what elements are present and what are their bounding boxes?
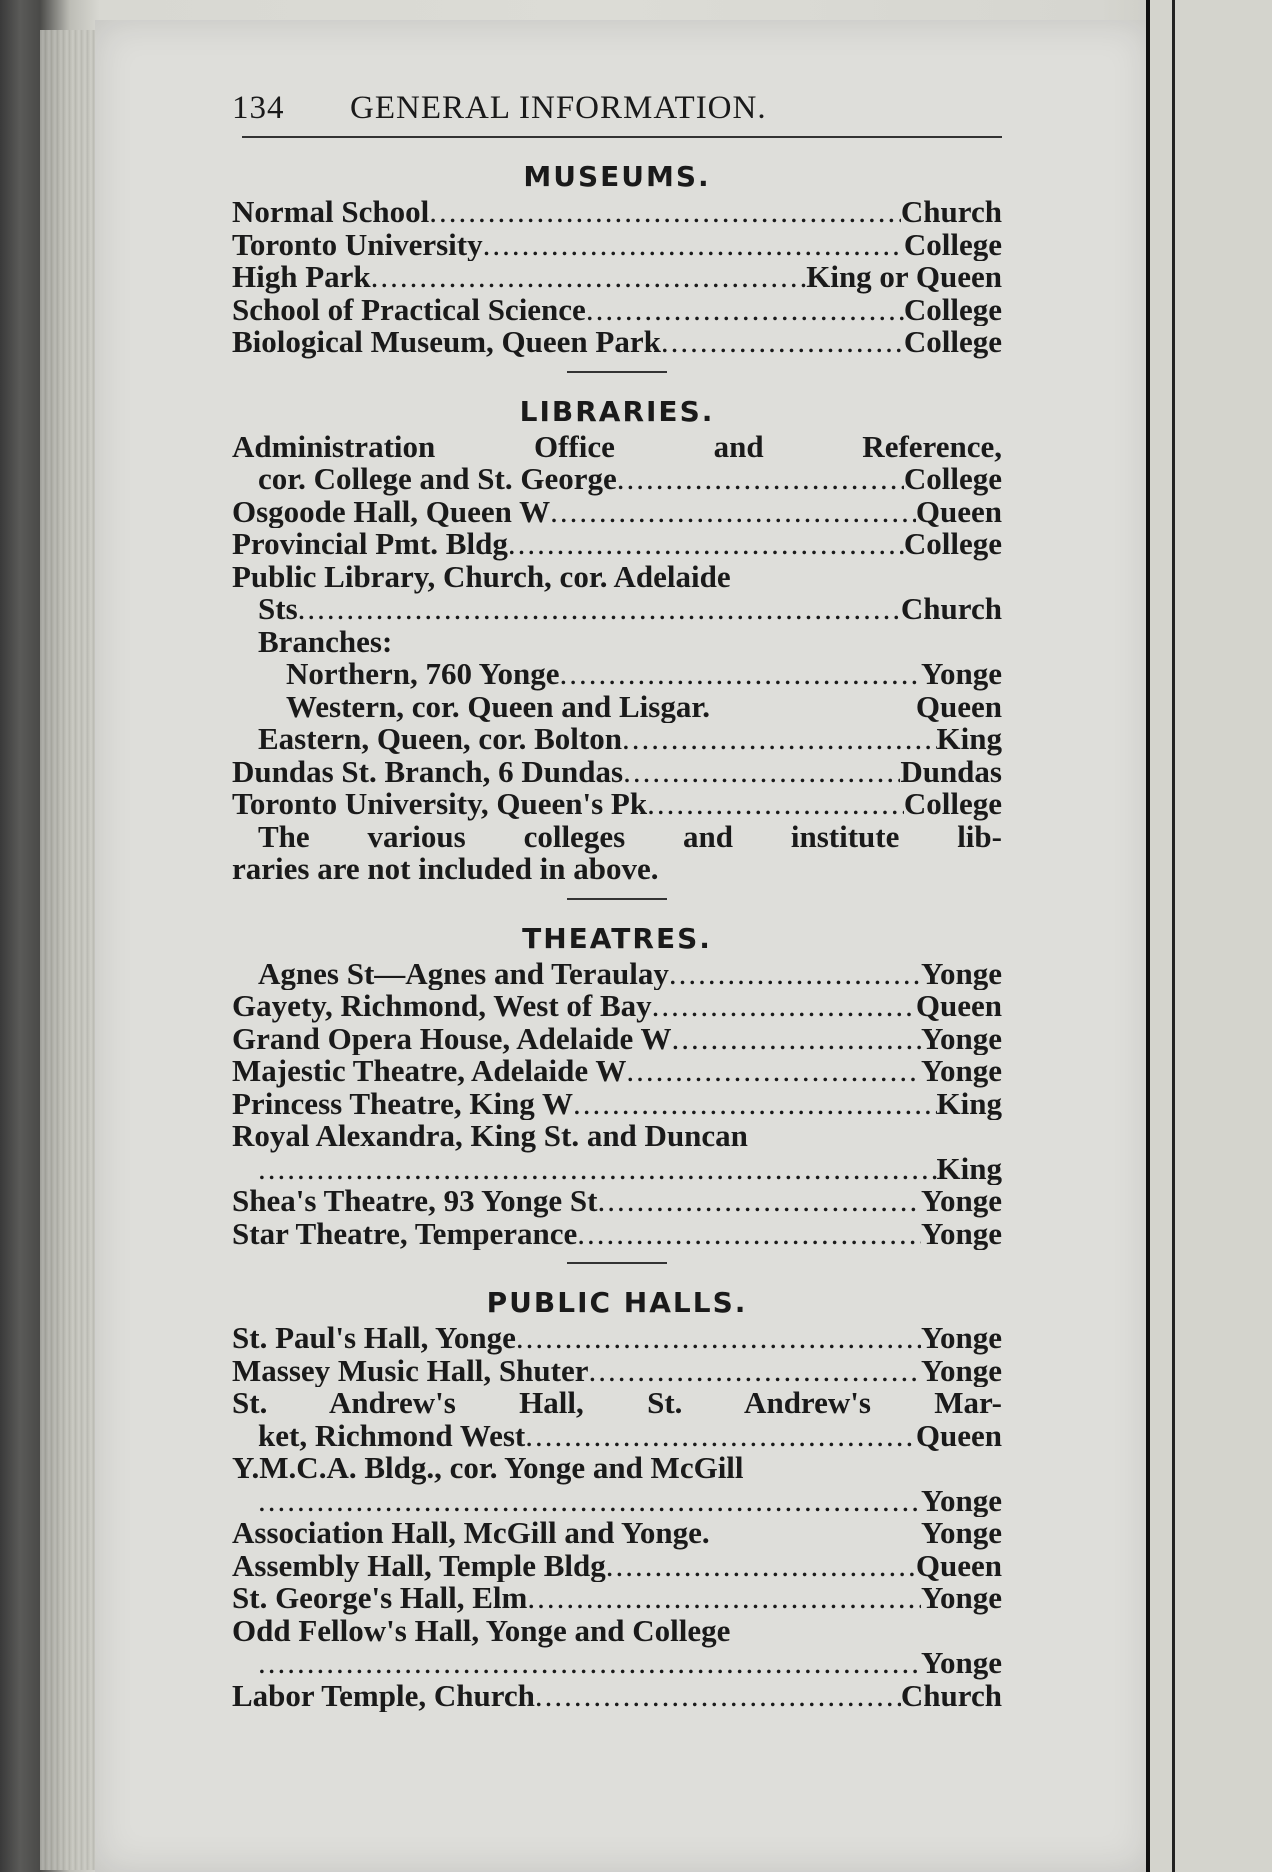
adjacent-page-strip (1148, 0, 1272, 1872)
list-item (232, 1055, 1002, 1088)
leader-dots (527, 1582, 921, 1615)
entry-name-continued: cor. College and St. George (258, 463, 617, 496)
entry-name: Grand Opera House, Adelaide W (232, 1022, 672, 1055)
leader-dots (573, 1088, 937, 1121)
leader-dots (586, 294, 904, 327)
entry-location: Yonge (921, 1022, 1002, 1055)
leader-dots (626, 1055, 921, 1088)
section-title-libraries: LIBRARIES. (519, 394, 715, 428)
list-item (232, 1550, 1002, 1583)
section-divider (567, 898, 667, 900)
list-item (232, 1582, 1002, 1615)
entry-location: Yonge (921, 1517, 1002, 1550)
entry-name: Provincial Pmt. Bldg (232, 528, 508, 561)
entry-location: King (936, 723, 1002, 756)
entry-name: Biological Museum, Queen Park (232, 326, 661, 359)
list-item (232, 788, 1002, 821)
leader-dots (652, 990, 916, 1023)
entry-name: Toronto University (232, 228, 483, 261)
list-item (232, 958, 1002, 991)
list-item (232, 294, 1002, 327)
entry-name: Odd Fellow's Hall, Yonge and College (232, 1612, 731, 1648)
list-item (232, 756, 1002, 789)
leader-dots (622, 723, 937, 756)
list-item (232, 1153, 1002, 1186)
entry-location: Dundas (900, 755, 1002, 788)
list-item (232, 196, 1002, 229)
list-item (232, 1485, 1002, 1518)
leader-dots (672, 1023, 922, 1056)
page-border-line (1146, 0, 1150, 1872)
leader-dots (525, 1420, 916, 1453)
list-item (232, 326, 1002, 359)
entry-location: College (903, 293, 1002, 326)
entry-location: Yonge (921, 1217, 1002, 1250)
entry-location: Yonge (921, 1484, 1002, 1517)
leader-dots (508, 528, 904, 561)
list-item (232, 1023, 1002, 1056)
entry-location: Queen (915, 990, 1002, 1023)
entry-name-continued: ket, Richmond West (258, 1419, 526, 1452)
leader-dots (429, 196, 901, 229)
entry-location: Queen (915, 1419, 1002, 1452)
leader-dots (577, 1218, 921, 1251)
leader-dots (589, 1355, 922, 1388)
list-item (232, 593, 1002, 626)
entry-location: Church (900, 1679, 1002, 1712)
leader-dots (483, 229, 904, 262)
list-item (232, 691, 1002, 724)
entry-name: Public Library, Church, cor. Adelaide (232, 558, 731, 594)
entry-location: Yonge (921, 1185, 1002, 1218)
leader-dots (560, 658, 922, 691)
list-item (232, 658, 1002, 691)
entry-name: Star Theatre, Temperance (232, 1217, 578, 1250)
theatres-list (232, 958, 1002, 1251)
leader-dots (550, 496, 916, 529)
entry-name-continued: Sts (258, 593, 298, 626)
entry-name: Administration Office and Reference, (232, 428, 1002, 464)
running-head (232, 90, 1002, 134)
list-item (232, 463, 1002, 496)
entry-location: King (936, 1087, 1002, 1120)
list-item (232, 1647, 1002, 1680)
entry-name: Northern, 760 Yonge (286, 658, 560, 691)
leader-dots (661, 326, 904, 359)
entry-location: College (903, 228, 1002, 261)
leader-dots (371, 261, 807, 294)
leader-dots (535, 1680, 901, 1713)
header-rule (242, 136, 1002, 138)
entry-location: College (903, 788, 1002, 821)
entry-location: Yonge (921, 957, 1002, 990)
list-item (232, 261, 1002, 294)
leader-dots (516, 1322, 921, 1355)
list-item (232, 1355, 1002, 1388)
entry-name: Massey Music Hall, Shuter (232, 1354, 589, 1387)
entry-location: College (903, 528, 1002, 561)
entry-location: King (936, 1152, 1002, 1185)
list-item (232, 990, 1002, 1023)
leader-dots (647, 788, 904, 821)
leader-dots (617, 463, 904, 496)
leader-dots (597, 1185, 921, 1218)
libraries-list (232, 428, 1002, 886)
leader-dots (606, 1550, 916, 1583)
leader-dots (669, 958, 921, 991)
entry-location: College (903, 463, 1002, 496)
list-item (232, 1322, 1002, 1355)
entry-name: Y.M.C.A. Bldg., cor. Yonge and McGill (232, 1450, 744, 1485)
entry-name: St. George's Hall, Elm (232, 1582, 528, 1615)
page-content (232, 90, 1002, 1712)
list-item (232, 1185, 1002, 1218)
entry-location: Queen (915, 690, 1002, 723)
entry-location: King or Queen (806, 261, 1002, 294)
entry-name: Shea's Theatre, 93 Yonge St (232, 1185, 598, 1218)
list-item (232, 1680, 1002, 1713)
list-item (232, 496, 1002, 529)
entry-location: Queen (915, 495, 1002, 528)
section-title-public-halls: PUBLIC HALLS. (486, 1286, 748, 1319)
entry-name: Majestic Theatre, Adelaide W (232, 1055, 627, 1088)
entry-name: Western, cor. Queen and Lisgar. (286, 690, 710, 723)
list-item (232, 1517, 1002, 1550)
list-item (232, 229, 1002, 262)
entry-name: Agnes St—Agnes and Teraulay (258, 957, 669, 990)
list-item (232, 1218, 1002, 1251)
entry-name: High Park (232, 261, 371, 294)
entry-location: Yonge (921, 1322, 1002, 1355)
page-number: 134 (232, 90, 285, 126)
entry-name: Osgoode Hall, Queen W (232, 495, 551, 528)
leader-dots (258, 1485, 921, 1518)
section-divider (567, 1262, 667, 1264)
page-title: GENERAL INFORMATION. (350, 90, 767, 126)
entry-name: Gayety, Richmond, West of Bay (232, 990, 652, 1023)
entry-name: Eastern, Queen, cor. Bolton (258, 723, 622, 756)
section-divider (567, 371, 667, 373)
entry-name: Labor Temple, Church (232, 1679, 535, 1712)
list-item (232, 723, 1002, 756)
branches-label: Branches: (258, 623, 393, 659)
leader-dots (258, 1647, 921, 1680)
leader-dots (298, 593, 901, 626)
entry-name: Normal School (232, 196, 430, 229)
entry-location: College (903, 326, 1002, 359)
entry-location: Yonge (921, 658, 1002, 691)
entry-name: Toronto University, Queen's Pk (232, 788, 648, 821)
leader-dots (623, 756, 900, 789)
entry-name: Assembly Hall, Temple Bldg (232, 1549, 606, 1582)
list-item (232, 528, 1002, 561)
leader-dots (258, 1153, 937, 1186)
entry-name: St. Paul's Hall, Yonge (232, 1322, 516, 1355)
section-title-museums: MUSEUMS. (523, 160, 711, 193)
entry-location: Yonge (921, 1647, 1002, 1680)
page-border-line-outer (1172, 0, 1175, 1872)
entry-name: St. Andrew's Hall, St. Andrew's Mar- (232, 1385, 1002, 1420)
note-text: raries are not included in above. (232, 851, 659, 886)
entry-name: Dundas St. Branch, 6 Dundas (232, 755, 624, 788)
list-item (232, 1088, 1002, 1121)
entry-name: Royal Alexandra, King St. and Duncan (232, 1118, 748, 1153)
entry-location: Church (900, 196, 1002, 229)
entry-name: School of Practical Science (232, 293, 586, 326)
note-text: The various colleges and institute lib- (258, 818, 1002, 854)
entry-name: Princess Theatre, King W (232, 1087, 573, 1120)
entry-location: Queen (915, 1549, 1002, 1582)
museums-list (232, 196, 1002, 359)
entry-location: Yonge (921, 1582, 1002, 1615)
entry-location: Yonge (921, 1354, 1002, 1387)
entry-location: Yonge (921, 1055, 1002, 1088)
entry-location: Church (900, 593, 1002, 626)
entry-name: Association Hall, McGill and Yonge. (232, 1517, 710, 1550)
public-halls-list (232, 1322, 1002, 1712)
list-item (232, 1420, 1002, 1453)
section-title-theatres: THEATRES. (522, 921, 712, 955)
